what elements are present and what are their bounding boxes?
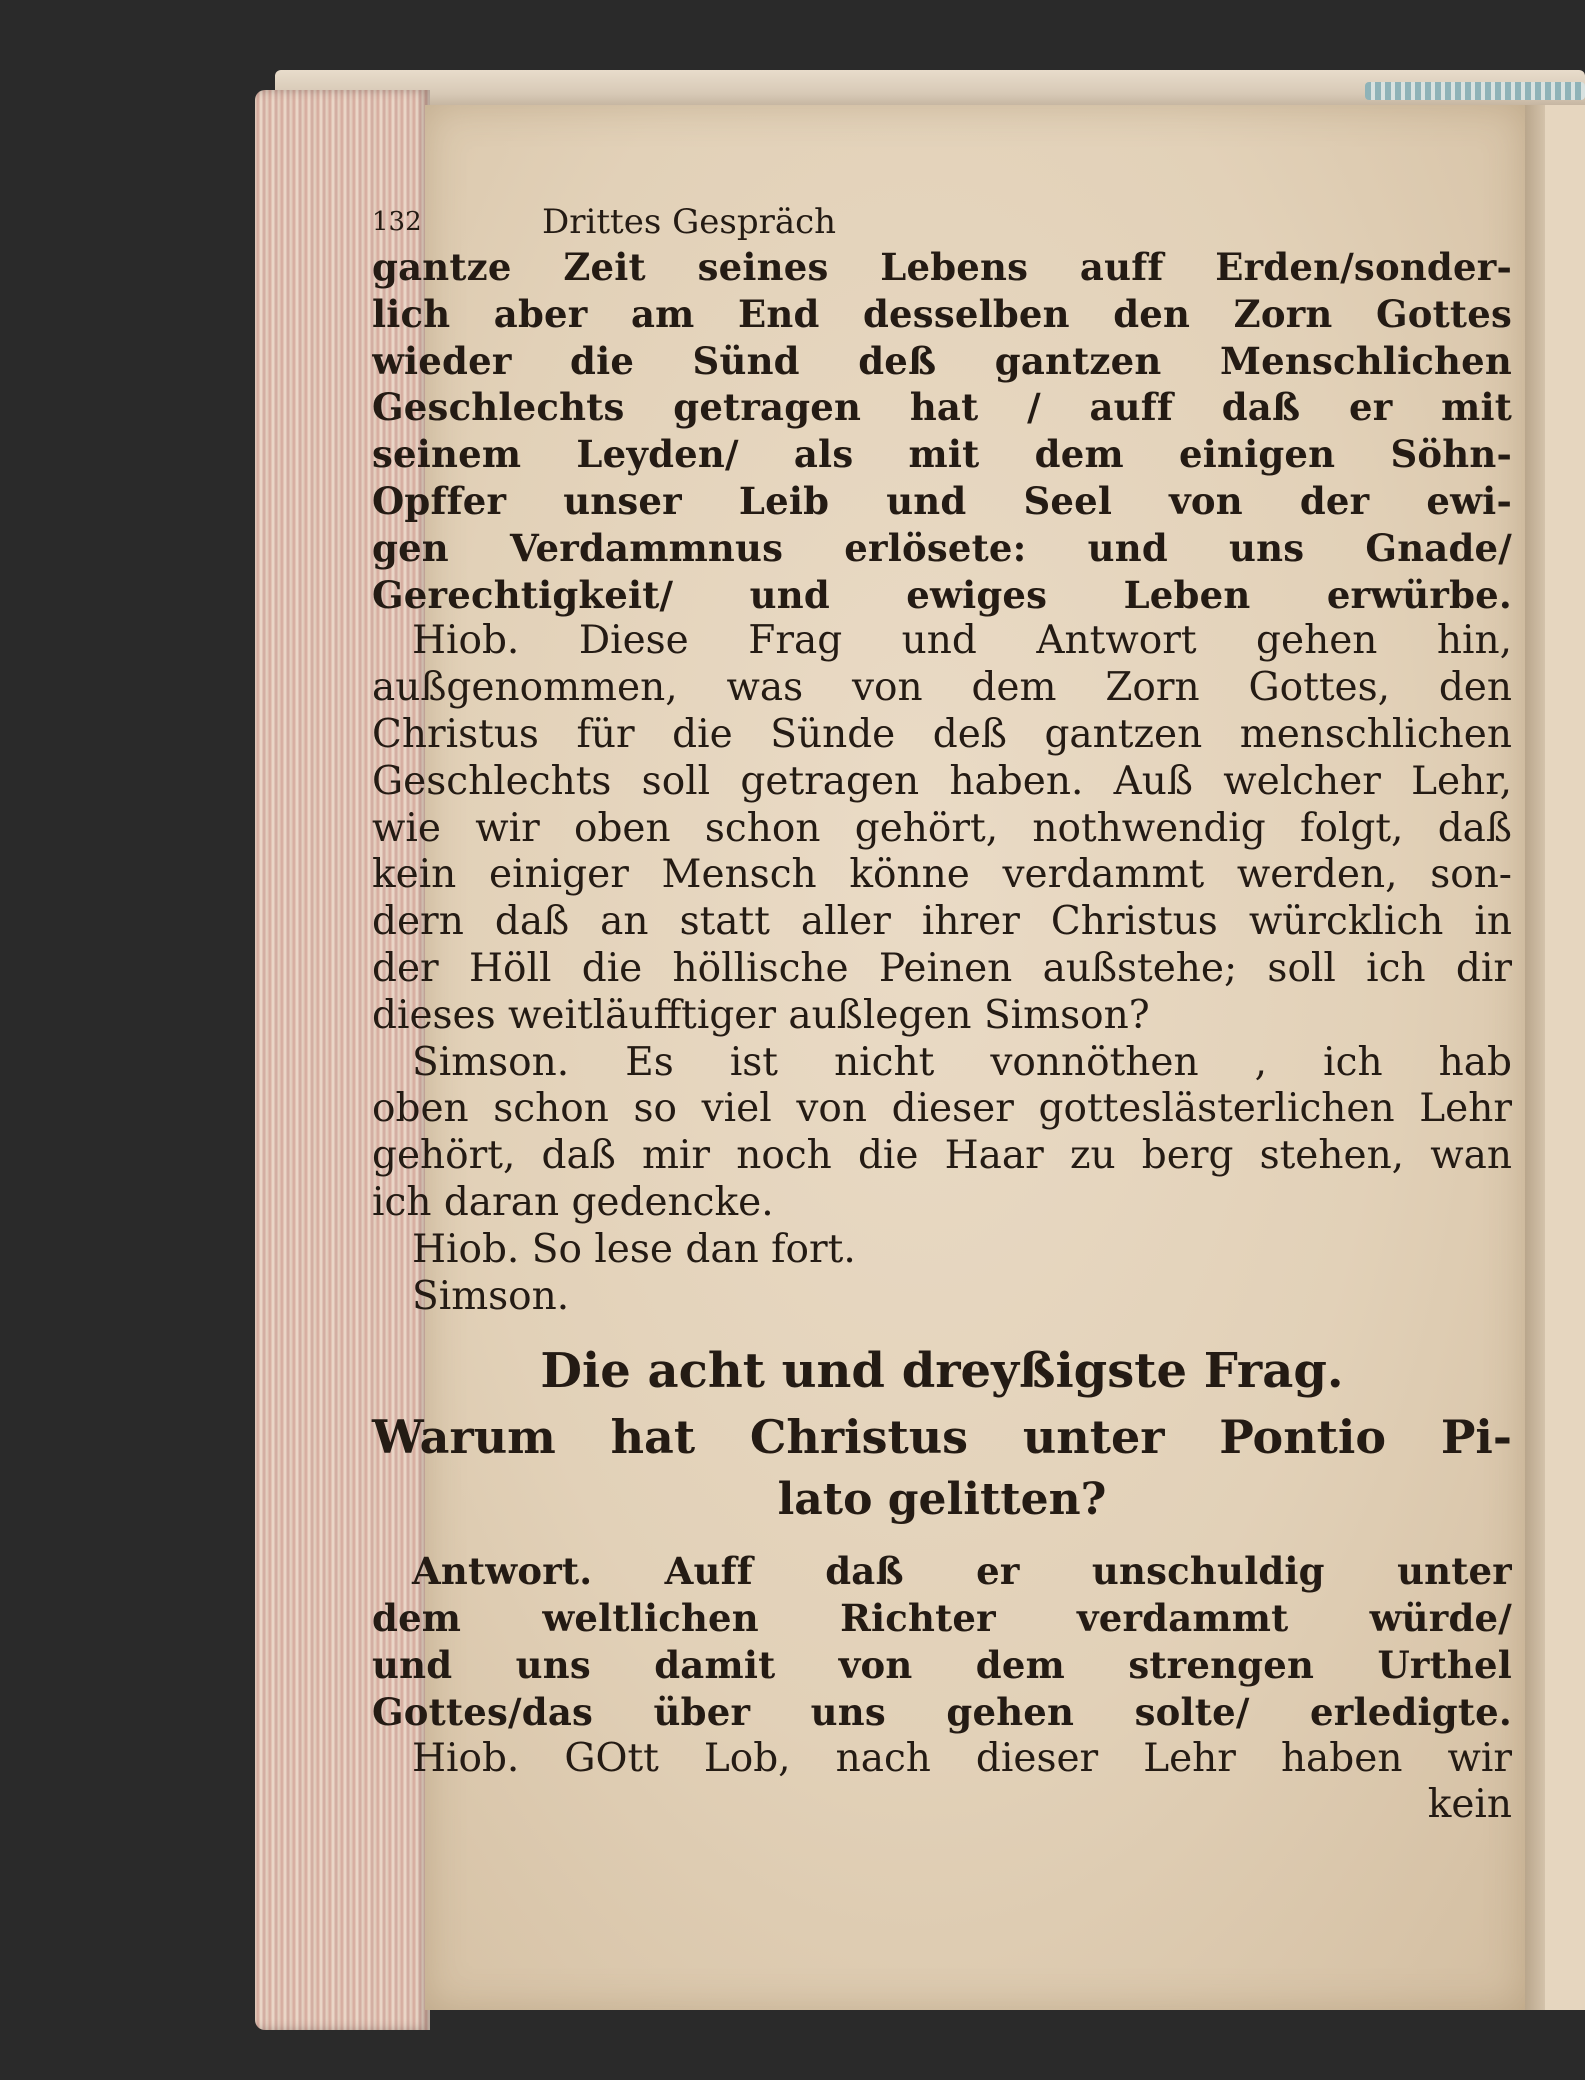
text-line: wie wir oben schon gehört, nothwendig folgt, daß — [372, 805, 1512, 851]
dialogue-block — [372, 618, 1512, 1320]
text-line: Christus für die Sünde deß gantzen menschlichen — [372, 711, 1512, 757]
text-line: der Höll die höllische Peinen außstehe; soll ich dir — [372, 945, 1512, 991]
page-text — [372, 200, 1512, 1829]
text-line: Hiob. GOtt Lob, nach dieser Lehr haben wir — [412, 1735, 1512, 1781]
answer-block-2 — [372, 1548, 1512, 1735]
text-line: Geschlechts getragen hat / auff daß er mit — [372, 385, 1512, 430]
text-line: Gottes/das über uns gehen solte/ erledigte. — [372, 1689, 1512, 1734]
closing-block — [372, 1736, 1512, 1830]
text-line: Hiob. So lese dan fort. — [412, 1226, 856, 1272]
text-line: Antwort. Auff daß er unschuldig unter — [412, 1549, 1512, 1594]
text-line: lich aber am End desselben den Zorn Gottes — [372, 291, 1512, 336]
question-text-line: lato gelitten? — [777, 1474, 1107, 1526]
text-line: Simson. Es ist nicht vonnöthen , ich hab — [412, 1039, 1512, 1085]
running-head: Drittes Gespräch — [542, 202, 837, 242]
text-line: gen Verdammnus erlösete: und uns Gnade/ — [372, 525, 1512, 570]
text-line: wieder die Sünd deß gantzen Menschlichen — [372, 338, 1512, 383]
text-line: Gerechtigkeit/ und ewiges Leben erwürbe. — [372, 572, 1512, 617]
text-line: dern daß an statt aller ihrer Christus würcklich in — [372, 899, 1512, 945]
text-line: ich daran gedencke. — [372, 1179, 774, 1225]
text-line: gantze Zeit seines Lebens auff Erden/sonder- — [372, 245, 1512, 289]
right-page-edge — [1545, 105, 1585, 2010]
headband — [1365, 82, 1585, 100]
text-line: Simson. — [412, 1273, 570, 1319]
answer-block-1 — [372, 244, 1512, 618]
text-line: dem weltlichen Richter verdammt würde/ — [372, 1596, 1512, 1641]
page-number: 132 — [372, 207, 422, 237]
catchword: kein — [1427, 1782, 1512, 1828]
text-line: dieses weitläufftiger außlegen Simson? — [372, 992, 1150, 1038]
text-line: und uns damit von dem strengen Urthel — [372, 1642, 1512, 1687]
text-line: gehört, daß mir noch die Haar zu berg stehen, wan — [372, 1133, 1512, 1179]
text-line: oben schon so viel von dieser gotteslästerlichen Lehr — [372, 1086, 1512, 1132]
text-line: außgenommen, was von dem Zorn Gottes, den — [372, 665, 1512, 711]
text-line: kein einiger Mensch könne verdammt werden, son- — [372, 852, 1512, 898]
question-heading: Die acht und dreyßigste Frag. — [540, 1343, 1344, 1400]
text-line: seinem Leyden/ als mit dem einigen Söhn- — [372, 432, 1512, 477]
text-line: Opffer unser Leib und Seel von der ewi- — [372, 478, 1512, 523]
question-text-line: Warum hat Christus unter Pontio Pi- — [372, 1410, 1512, 1465]
page-header — [372, 200, 1512, 244]
text-line: Hiob. Diese Frag und Antwort gehen hin, — [412, 618, 1512, 664]
text-line: Geschlechts soll getragen haben. Auß welcher Lehr, — [372, 758, 1512, 804]
